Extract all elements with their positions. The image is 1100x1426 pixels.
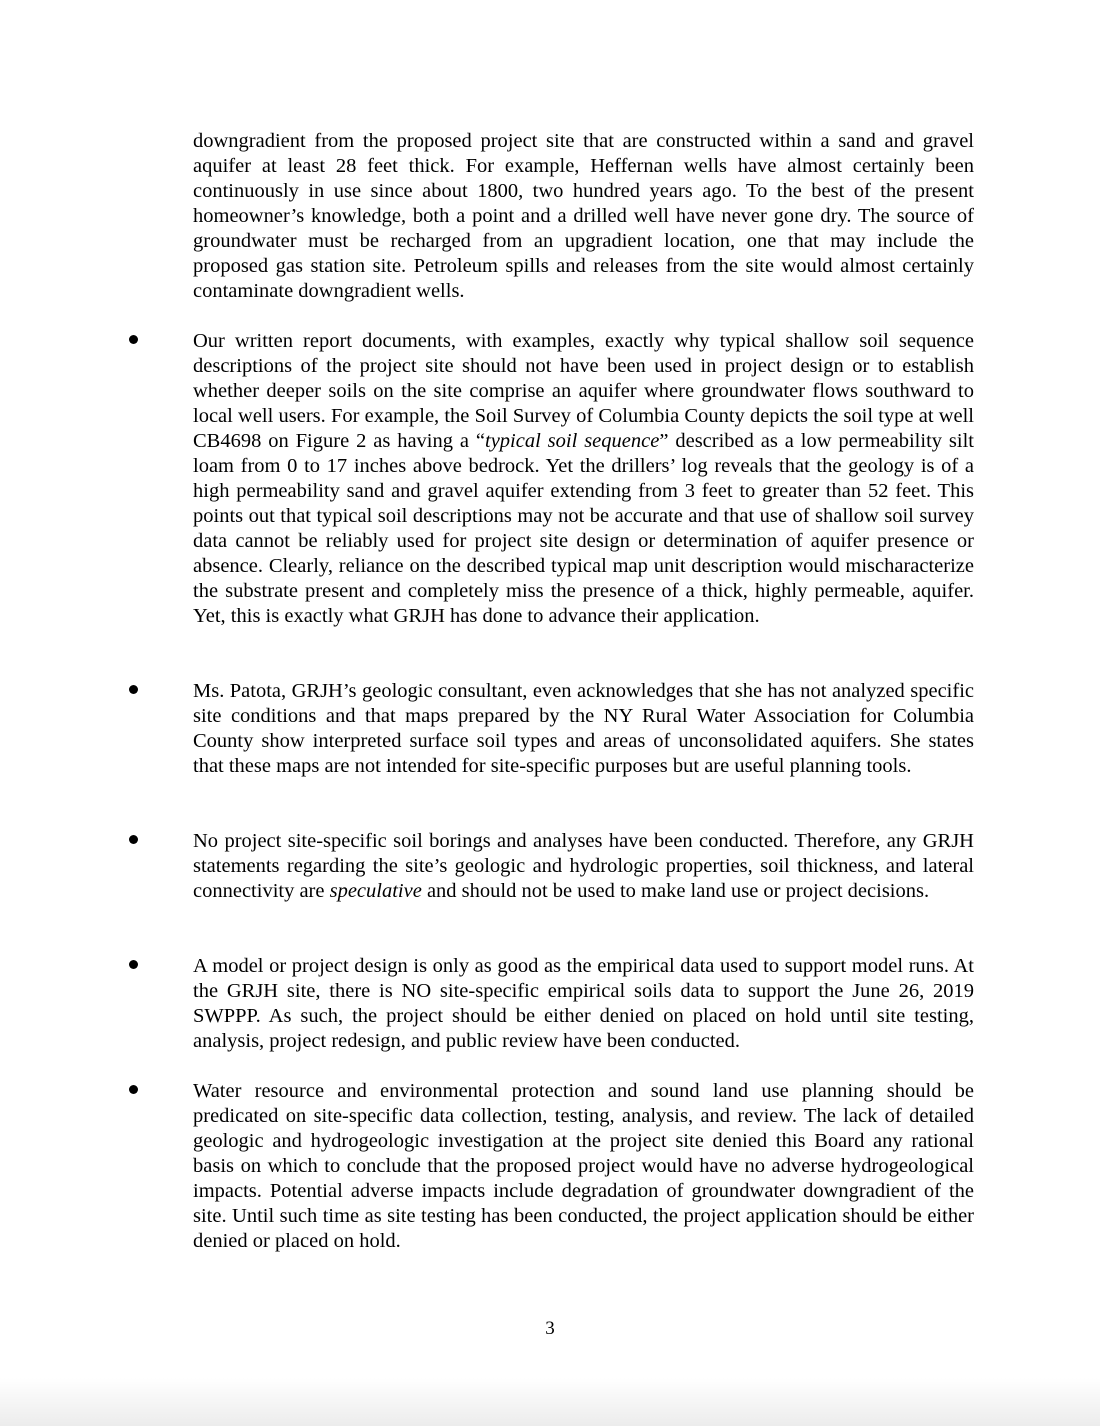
bullet-dot-icon (129, 960, 138, 969)
bullet-paragraph-1 (193, 329, 974, 629)
bullet-3-text-after: and should not be used to make land use or project decisions. (421, 880, 930, 902)
bullet-paragraph-4 (193, 954, 974, 1054)
intro-paragraph-text: downgradient from the proposed project site that are constructed within a sand and gravel aquifer at least 28 feet thick. For example, Heffernan wells have almost certainly been continuously in use since about 1800, two hundred years ago. To the best of the present homeowner’s knowledge, both a point and a drilled well have never gone dry. The source of groundwater must be recharged from an upgradient location, one that may include the proposed gas station site. Petroleum spills and releases from the site would almost certainly contaminate downgradient wells. (193, 130, 974, 302)
bullet-dot-icon (129, 1085, 138, 1094)
bullet-paragraph-3 (193, 829, 974, 904)
bullet-4-text-before: A model or project design is only as good as the empirical data used to support model runs. At the GRJH site, there is NO site-specific empirical soils data to support the June 26, 2019 SWPPP. As such, the project should be either denied on placed on hold until site testing, analysis, project redesign, and public review have been conducted. (193, 955, 974, 1052)
bullet-1-text-italic: typical soil sequence (485, 430, 660, 452)
page-number: 3 (545, 1318, 555, 1339)
bullet-paragraph-5-text (193, 1079, 974, 1254)
bullet-marker (127, 954, 141, 968)
intro-paragraph (193, 129, 974, 304)
bullet-marker (127, 329, 141, 343)
bullet-paragraph-2-text (193, 679, 974, 779)
bullet-paragraph-3-text (193, 829, 974, 904)
bullet-paragraph-1-text (193, 329, 974, 629)
page-bottom-edge (0, 1378, 1100, 1426)
bullet-marker (127, 679, 141, 693)
bullet-3-text-before: No project site-specific soil borings and analyses have been conducted. Therefore, any GRJH statements regarding the site’s geologic and hydrologic properties, soil thickness, and lateral connectivity are (193, 830, 974, 902)
bullet-paragraph-4-text (193, 954, 974, 1054)
bullet-paragraph-2 (193, 679, 974, 779)
bullet-dot-icon (129, 335, 138, 344)
bullet-5-text-before: Water resource and environmental protection and sound land use planning should be predicated on site-specific data collection, testing, analysis, and review. The lack of detailed geologic and hydrogeologic investigation at the project site denied this Board any rational basis on which to conclude that the proposed project would have no adverse hydrogeological impacts. Potential adverse impacts include degradation of groundwater downgradient of the site. Until such time as site testing has been conducted, the project application should be either denied or placed on hold. (193, 1080, 974, 1252)
bullet-1-text-after: ” described as a low permeability silt loam from 0 to 17 inches above bedrock. Yet the drillers’ log reveals that the geology is of a high permeability sand and gravel aquifer extending from 3 feet to greater than 52 feet. This points out that typical soil descriptions may not be accurate and that use of shallow soil survey data cannot be reliably used for project site design or determination of aquifer presence or absence. Clearly, reliance on the described typical map unit description would mischaracterize the substrate present and completely miss the presence of a thick, highly permeable, aquifer. Yet, this is exactly what GRJH has done to advance their application. (193, 430, 974, 627)
bullet-paragraph-5 (193, 1079, 974, 1254)
bullet-3-text-italic: speculative (329, 880, 422, 902)
bullet-marker (127, 829, 141, 843)
bullet-dot-icon (129, 835, 138, 844)
bullet-dot-icon (129, 685, 138, 694)
bullet-1-text-before: Our written report documents, with examples, exactly why typical shallow soil sequence descriptions of the project site should not have been used in project design or to establish whether deeper soils on the site comprise an aquifer where groundwater flows southward to local well users. For example, the Soil Survey of Columbia County depicts the soil type at well CB4698 on Figure 2 as having a “ (193, 330, 974, 452)
bullet-2-text-before: Ms. Patota, GRJH’s geologic consultant, even acknowledges that she has not analyzed specific site conditions and that maps prepared by the NY Rural Water Association for Columbia County show interpreted surface soil types and areas of unconsolidated aquifers. She states that these maps are not intended for site-specific purposes but are useful planning tools. (193, 680, 974, 777)
bullet-marker (127, 1079, 141, 1093)
